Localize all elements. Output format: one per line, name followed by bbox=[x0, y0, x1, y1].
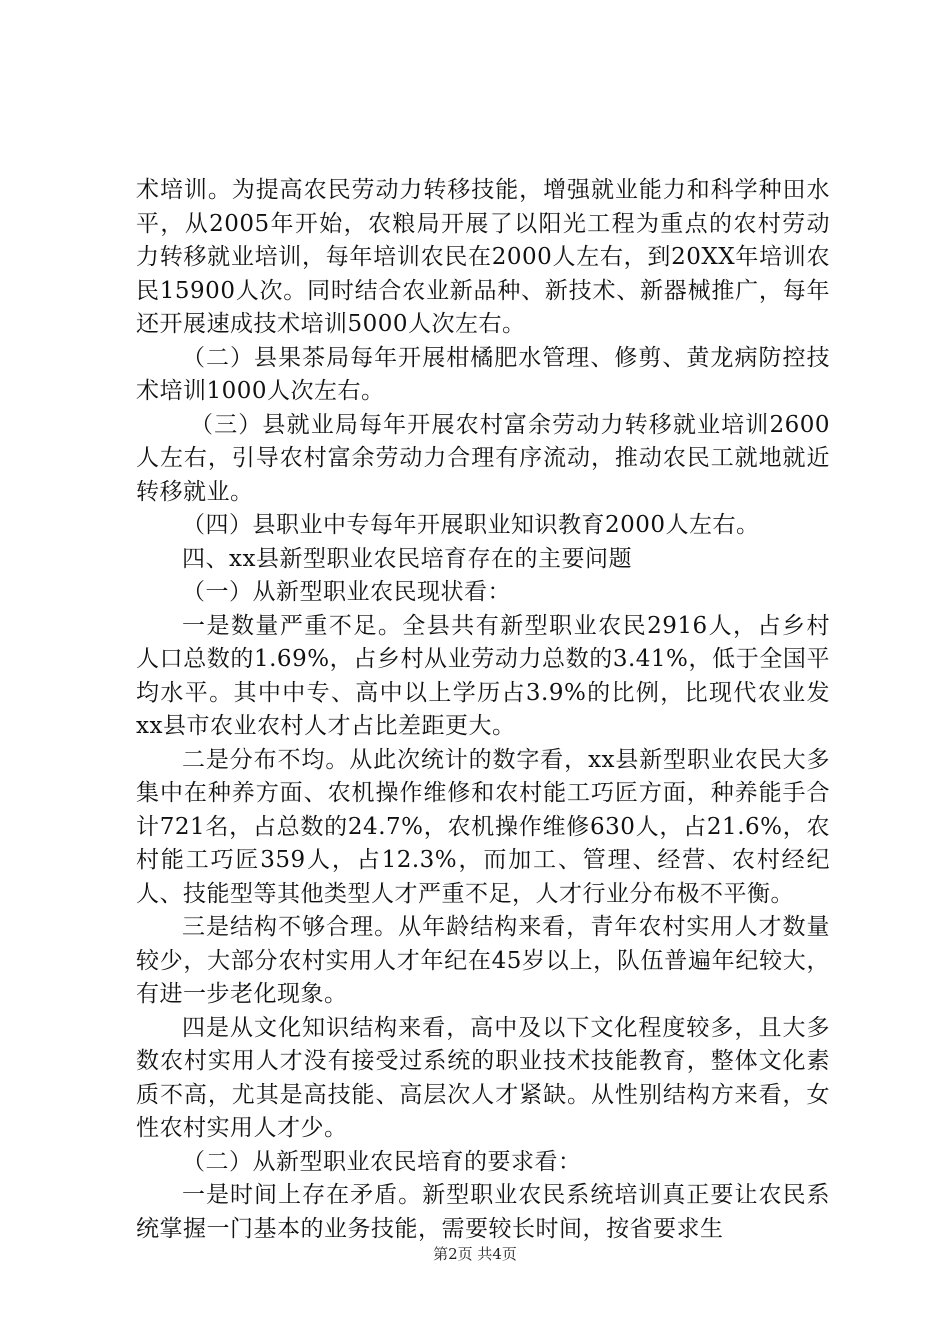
paragraph-quantity-shortage: 一是数量严重不足。全县共有新型职业农民2916人，占乡村人口总数的1.69%，占乡村从业劳动力总数的3.41%，低于全国平均水平。其中中专、高中以上学历占3.9%的比例，比现代农业发xx县市农业农村人才占比差距更大。 bbox=[136, 612, 830, 739]
paragraph-time-conflict: 一是时间上存在矛盾。新型职业农民系统培训真正要让农民系统掌握一门基本的业务技能，需要较长时间，按省要求生 bbox=[136, 1182, 830, 1242]
subheading-training-requirements: （二）从新型职业农民培育的要求看： bbox=[182, 1148, 582, 1175]
paragraph-education-structure: 四是从文化知识结构来看，高中及以下文化程度较多，且大多数农村实用人才没有接受过系统的职业技术技能教育，整体文化素质不高，尤其是高技能、高层次人才紧缺。从性别结构方来看，女性农村实用人才少。 bbox=[136, 1014, 830, 1141]
section-heading-main-problems: 四、xx县新型职业农民培育存在的主要问题 bbox=[182, 545, 632, 572]
paragraph-employment-bureau: （三）县就业局每年开展农村富余劳动力转移就业培训2600人左右，引导农村富余劳动力合理有序流动，推动农民工就地就近转移就业。 bbox=[136, 411, 830, 505]
subheading-current-status: （一）从新型职业农民现状看： bbox=[182, 579, 511, 605]
paragraph-uneven-distribution: 二是分布不均。从此次统计的数字看，xx县新型职业农民大多集中在种养方面、农机操作维修和农村能工巧匠方面，种养能手合计721名，占总数的24.7%，农机操作维修630人，占21.6%，农村能工巧匠359人，占12.3%，而加工、管理、经营、农村经纪人、技能型等其他类型人才严重不足，人才行业分布极不平衡。 bbox=[136, 746, 830, 907]
paragraph-structure-issue: 三是结构不够合理。从年龄结构来看，青年农村实用人才数量较少，大部分农村实用人才年纪在45岁以上，队伍普遍年纪较大，有进一步老化现象。 bbox=[136, 914, 830, 1007]
page-number-label: 第2页 共4页 bbox=[433, 1245, 517, 1263]
paragraph-training-continuation: 术培训。为提高农民劳动力转移技能，增强就业能力和科学种田水平，从2005年开始，农粮局开展了以阳光工程为重点的农村劳动力转移就业培训，每年培训农民在2000人左右，到20XX年培训农民15900人次。同时结合农业新品种、新技术、新器械推广，每年还开展速成技术培训5000人次左右。 bbox=[136, 177, 830, 337]
document-body bbox=[136, 174, 830, 1246]
page-footer bbox=[0, 1244, 950, 1264]
paragraph-vocational-school: （四）县职业中专每年开展职业知识教育2000人左右。 bbox=[182, 512, 760, 538]
paragraph-fruit-tea-bureau: （二）县果茶局每年开展柑橘肥水管理、修剪、黄龙病防控技术培训1000人次左右。 bbox=[136, 344, 830, 404]
